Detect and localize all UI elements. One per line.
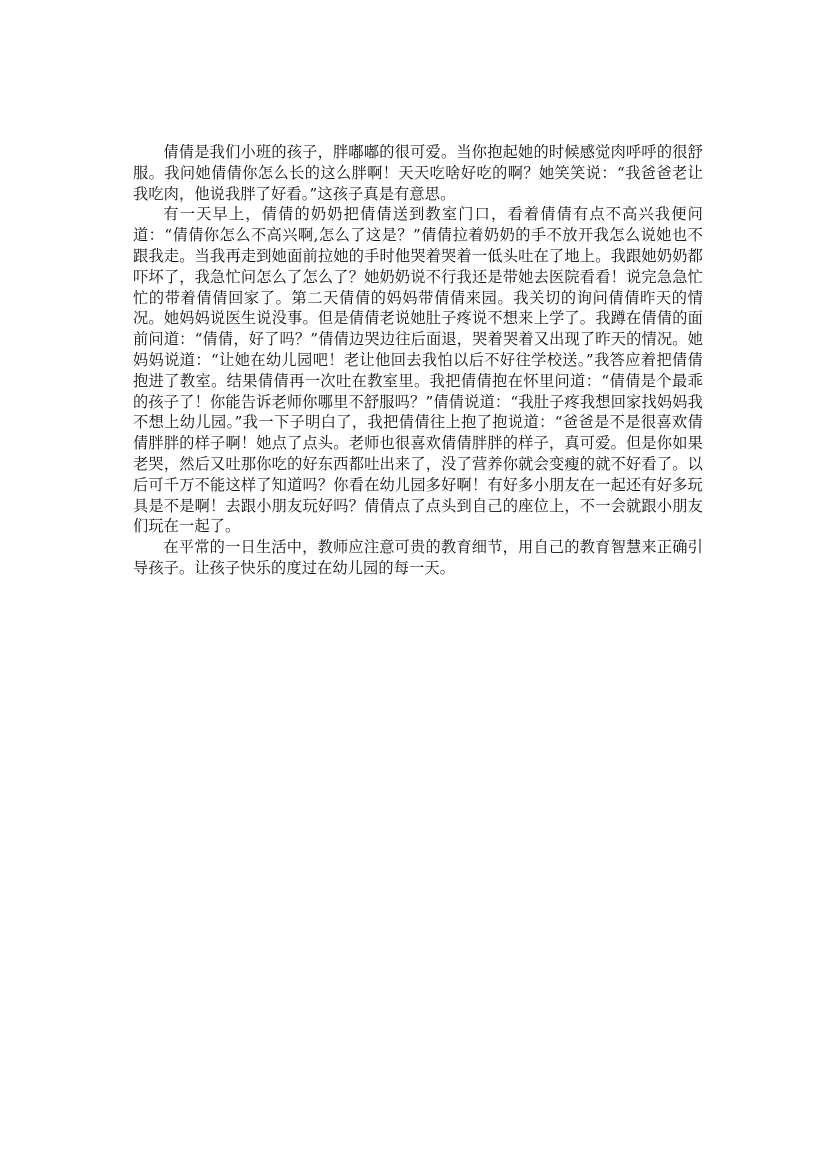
document-body: [133, 142, 703, 579]
paragraph-3: 在平常的一日生活中，教师应注意可贵的教育细节，用自己的教育智慧来正确引导孩子。让孩子快乐的度过在幼儿园的每一天。: [133, 538, 703, 577]
paragraph-1: 倩倩是我们小班的孩子，胖嘟嘟的很可爱。当你抱起她的时候感觉肉呼呼的很舒服。我问她倩倩你怎么长的这么胖啊！天天吃啥好吃的啊？她笑笑说：“我爸爸老让我吃肉，他说我胖了好看。”这孩子真是有意思。: [133, 143, 703, 203]
paragraph-2: 有一天早上，倩倩的奶奶把倩倩送到教室门口，看着倩倩有点不高兴我便问道：“倩倩你怎么不高兴啊,怎么了这是？”倩倩拉着奶奶的手不放开我怎么说她也不跟我走。当我再走到她面前拉她的手时他哭着哭着一低头吐在了地上。我跟她奶奶都吓坏了，我急忙问怎么了怎么了？她奶奶说不行我还是带她去医院看看！说完急急忙忙的带着倩倩回家了。第二天倩倩的妈妈带倩倩来园。我关切的询问倩倩昨天的情况。她妈妈说医生说没事。但是倩倩老说她肚子疼说不想来上学了。我蹲在倩倩的面前问道：“倩倩，好了吗？”倩倩边哭边往后面退，哭着哭着又出现了昨天的情况。她妈妈说道：“让她在幼儿园吧！老让他回去我怕以后不好往学校送。”我答应着把倩倩抱进了教室。结果倩倩再一次吐在教室里。我把倩倩抱在怀里问道：“倩倩是个最乖的孩子了！你能告诉老师你哪里不舒服吗？”倩倩说道：“我肚子疼我想回家找妈妈我不想上幼儿园。”我一下子明白了，我把倩倩往上抱了抱说道：“爸爸是不是很喜欢倩倩胖胖的样子啊！她点了点头。老师也很喜欢倩倩胖胖的样子，真可爱。但是你如果老哭，然后又吐那你吃的好东西都吐出来了，没了营养你就会变瘦的就不好看了。以后可千万不能这样了知道吗？你看在幼儿园多好啊！有好多小朋友在一起还有好多玩具是不是啊！去跟小朋友玩好吗？倩倩点了点头到自己的座位上，不一会就跟小朋友们玩在一起了。: [133, 205, 703, 536]
